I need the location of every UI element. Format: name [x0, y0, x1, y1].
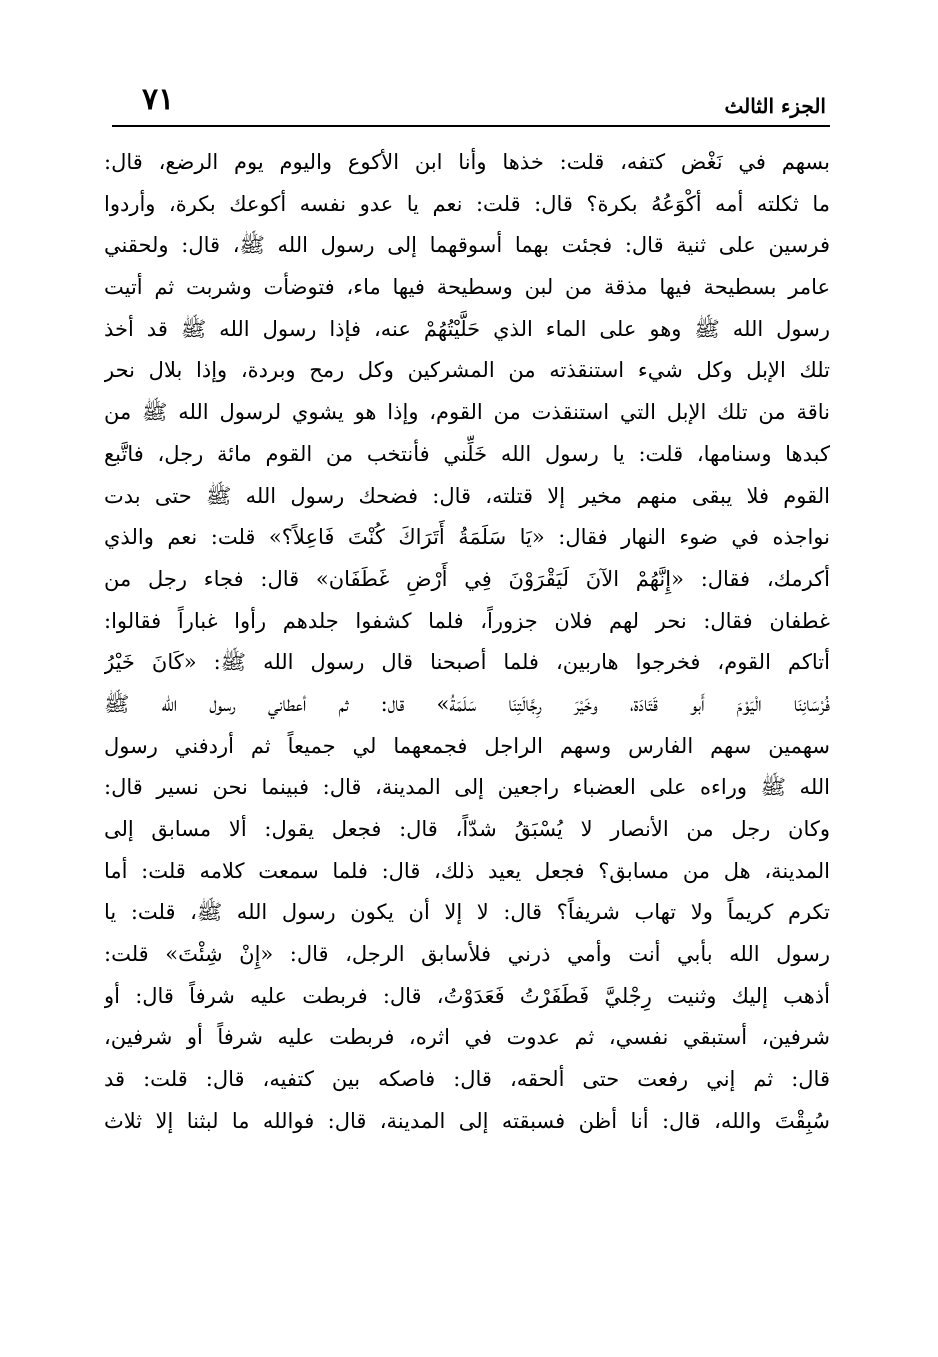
text-line: ما ثكلته أمه أكْوَعُهُ بكرة؟ قال: قلت: نعم يا عدو نفسه أكوعك بكرة، وأردوا [104, 191, 830, 216]
text-line: الله ﷺ وراءه على العضباء راجعين إلى المدينة، قال: فبينما نحن نسير قال: [104, 775, 830, 800]
text-line: أكرمك، فقال: «إِنَّهُمْ الآنَ لَيَقْرَوْنَ فِي أَرْضِ غَطَفَان» قال: فجاء رجل من [104, 566, 830, 591]
text-line: سُبِقْتَ والله، قال: أنا أظن فسبقته إلى المدينة، قال: فوالله ما لبثنا إلا ثلاث [104, 1108, 830, 1133]
page-header [112, 80, 828, 124]
text-line: تكرم كريماً ولا تهاب شريفاً؟ قال: لا إلا أن يكون رسول الله ﷺ، قلت: يا [104, 900, 830, 925]
text-line: ناقة من تلك الإبل التي استنقذت من القوم، وإذا هو يشوي لرسول الله ﷺ من [104, 400, 830, 425]
text-line: عامر بسطيحة فيها مذقة من لبن وسطيحة فيها ماء، فتوضأت وشربت ثم أتيت [104, 275, 830, 300]
text-line: غطفان فقال: نحر لهم فلان جزوراً، فلما كشفوا جلدهم رأوا غباراً فقالوا: [104, 608, 830, 633]
text-line: المدينة، هل من مسابق؟ فجعل يعيد ذلك، قال: فلما سمعت كلامه قلت: أما [104, 858, 830, 883]
text-line: أذهب إليك وثنيت رِجْليَّ فَطَفَرْتُ فَعَدَوْتُ، قال: فربطت عليه شرفاً قال: أو [104, 983, 830, 1008]
text-line: سهمين سهم الفارس وسهم الراجل فجمعهما لي جميعاً ثم أردفني رسول [104, 733, 830, 758]
text-line: شرفين، أستبقي نفسي، ثم عدوت في اثره، فربطت عليه شرفاً أو شرفين، [104, 1025, 830, 1050]
text-line: فُرْسَانِنَا الْيَوْمَ أَبو قَتَادَة، وخَيْرَ رِجَّالَتِنَا سَلَمَةُ» قال: ثم أعطاني رسول الله ﷺ [104, 691, 830, 716]
text-line: رسول الله ﷺ وهو على الماء الذي حَلَّيْتُهُمْ عنه، فإذا رسول الله ﷺ قد أخذ [104, 316, 830, 341]
text-line: كبدها وسنامها، قلت: يا رسول الله خَلِّني فأنتخب من القوم مائة رجل، فاتَّبع [104, 441, 830, 466]
text-line: رسول الله بأبي أنت وأمي ذرني فلأسابق الرجل، قال: «إِنْ شِئْتَ» قلت: [104, 942, 830, 967]
body-text [104, 142, 830, 1143]
text-line: نواجذه في ضوء النهار فقال: «يَا سَلَمَةُ أَتَرَاكَ كُنْتَ فَاعِلاً؟» قلت: نعم والذي [104, 525, 830, 550]
text-line: وكان رجل من الأنصار لا يُسْبَقُ شدّاً، قال: فجعل يقول: ألا مسابق إلى [104, 817, 830, 841]
text-line: بسهم في نَغْض كتفه، قلت: خذها وأنا ابن الأكوع واليوم يوم الرضع، قال: [104, 150, 830, 174]
page-number: ٧١ [142, 82, 175, 117]
text-line: القوم فلا يبقى منهم مخير إلا قتلته، قال: فضحك رسول الله ﷺ حتى بدت [104, 483, 830, 508]
text-line: تلك الإبل وكل شيء استنقذته من المشركين وكل رمح وبردة، وإذا بلال نحر [104, 358, 830, 383]
running-title: الجزء الثالث [724, 94, 826, 118]
text-line: فرسين على ثنية قال: فجئت بهما أسوقهما إلى رسول الله ﷺ، قال: ولحقني [104, 233, 830, 258]
header-divider [112, 125, 830, 127]
text-line: أتاكم القوم، فخرجوا هاربين، فلما أصبحنا قال رسول الله ﷺ: «كَانَ خَيْرُ [104, 650, 830, 675]
text-line: قال: ثم إني رفعت حتى ألحقه، قال: فاصكه بين كتفيه، قال: قلت: قد [104, 1067, 830, 1092]
